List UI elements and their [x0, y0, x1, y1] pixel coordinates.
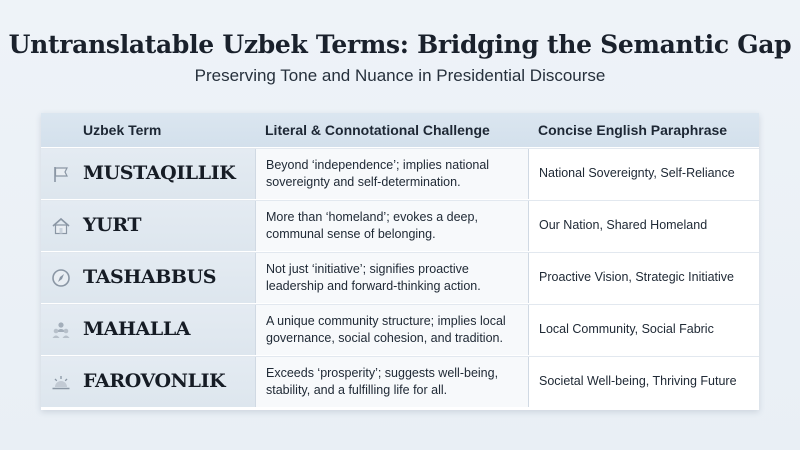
challenge-line: stability, and a fulfilling life for all.: [266, 383, 448, 397]
term-cell: [41, 305, 256, 355]
term-cell: [41, 253, 256, 303]
challenge-line: communal sense of belonging.: [266, 227, 436, 241]
header-uzbek-term: Uzbek Term: [83, 122, 162, 138]
page-subtitle: Preserving Tone and Nuance in Presidential Discourse: [194, 66, 606, 85]
term-text: MAHALLA: [83, 318, 191, 340]
paraphrase-text: Our Nation, Shared Homeland: [539, 218, 708, 232]
table-row: [41, 304, 759, 355]
paraphrase-cell: [529, 149, 759, 199]
flag-icon: [51, 164, 71, 184]
page-title: Untranslatable Uzbek Terms: Bridging the Semantic Gap: [8, 30, 792, 59]
term-cell: [41, 201, 256, 251]
challenge-cell: [256, 357, 529, 407]
paraphrase-cell: [529, 253, 759, 303]
table-row: [41, 148, 759, 199]
challenge-line: Beyond ‘independence’; implies national: [266, 158, 490, 172]
challenge-cell: [256, 149, 529, 199]
term-text: FAROVONLIK: [83, 370, 226, 392]
paraphrase-cell: [529, 305, 759, 355]
term-cell: [41, 357, 256, 407]
paraphrase-text: Societal Well-being, Thriving Future: [539, 374, 737, 388]
challenge-cell: [256, 201, 529, 251]
house-icon: [51, 216, 71, 236]
challenge-line: A unique community structure; implies local: [266, 314, 506, 328]
challenge-line: More than ‘homeland’; evokes a deep,: [266, 210, 478, 224]
paraphrase-text: Local Community, Social Fabric: [539, 322, 714, 336]
header-paraphrase: Concise English Paraphrase: [538, 122, 728, 138]
challenge-line: governance, social cohesion, and tradition.: [266, 331, 503, 345]
term-text: MUSTAQILLIK: [83, 162, 236, 184]
challenge-line: Not just ‘initiative’; signifies proactive: [266, 262, 469, 276]
challenge-cell: [256, 305, 529, 355]
challenge-line: sovereignty and self-determination.: [266, 175, 461, 189]
challenge-cell: [256, 253, 529, 303]
paraphrase-cell: [529, 201, 759, 251]
header-challenge: Literal & Connotational Challenge: [265, 122, 490, 138]
community-icon: [51, 320, 71, 340]
sunrise-icon: [51, 372, 71, 392]
paraphrase-cell: [529, 357, 759, 407]
table-header: [41, 113, 759, 147]
paraphrase-text: Proactive Vision, Strategic Initiative: [539, 270, 735, 284]
term-text: TASHABBUS: [83, 266, 217, 288]
terms-table: [41, 113, 759, 410]
paraphrase-text: National Sovereignty, Self-Reliance: [539, 166, 735, 180]
term-cell: [41, 149, 256, 199]
table-row: [41, 356, 759, 407]
challenge-line: leadership and forward-thinking action.: [266, 279, 481, 293]
compass-icon: [51, 268, 71, 288]
table-row: [41, 200, 759, 251]
challenge-line: Exceeds ‘prosperity’; suggests well-being,: [266, 366, 499, 380]
term-text: YURT: [83, 214, 142, 236]
table-row: [41, 252, 759, 303]
